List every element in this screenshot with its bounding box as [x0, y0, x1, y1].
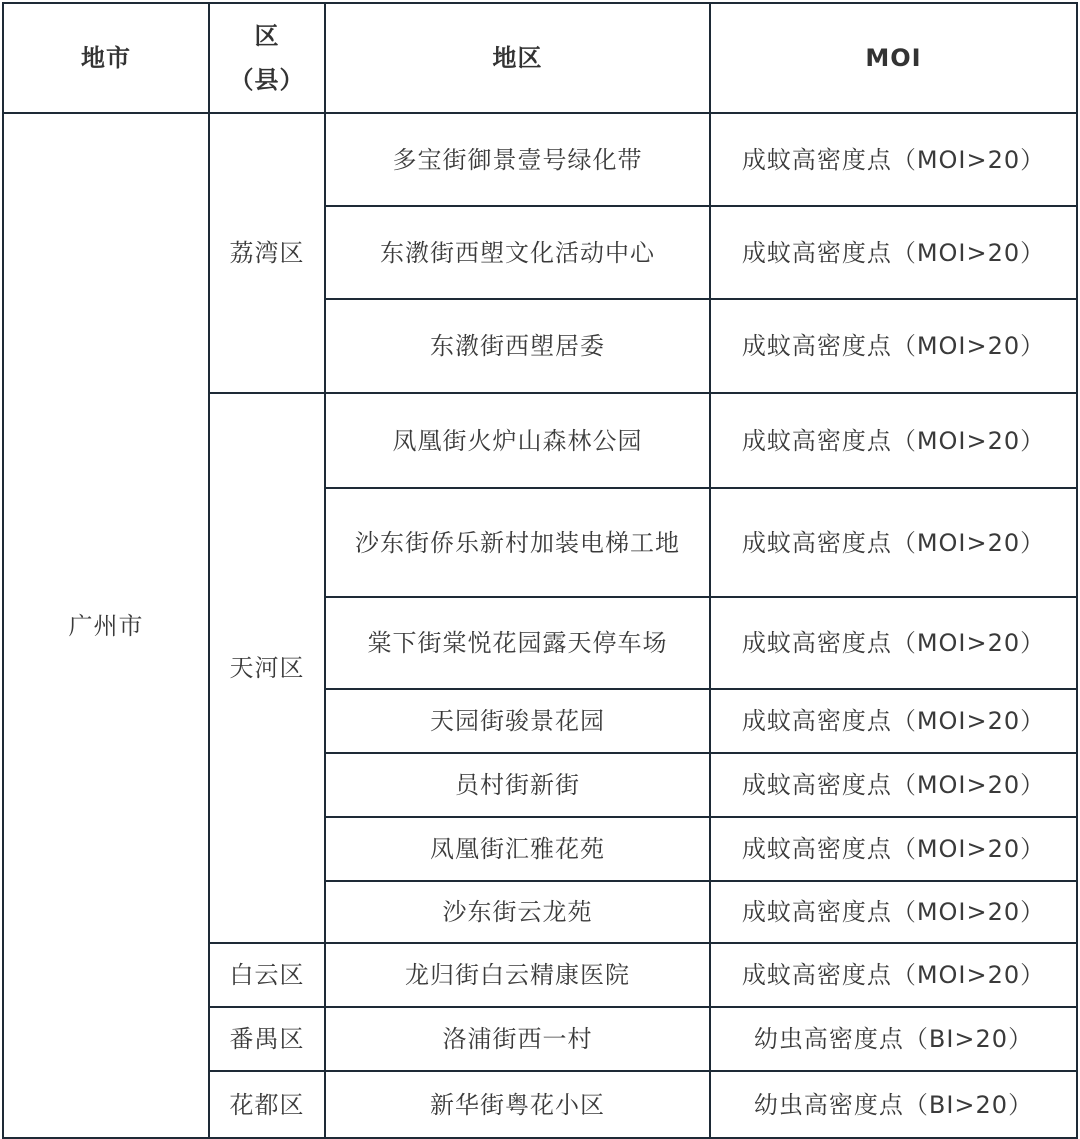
moi-cell: 成蚊高密度点（MOI>20）: [711, 207, 1078, 300]
area-cell: 棠下街棠悦花园露天停车场: [326, 598, 711, 690]
area-cell: 天园街骏景花园: [326, 690, 711, 754]
area-cell: 新华街粤花小区: [326, 1072, 711, 1139]
header-city: 地市: [2, 2, 210, 114]
moi-cell: 成蚊高密度点（MOI>20）: [711, 598, 1078, 690]
moi-cell: 成蚊高密度点（MOI>20）: [711, 882, 1078, 944]
area-cell: 多宝街御景壹号绿化带: [326, 114, 711, 207]
moi-cell: 成蚊高密度点（MOI>20）: [711, 394, 1078, 489]
moi-cell: 成蚊高密度点（MOI>20）: [711, 690, 1078, 754]
area-cell: 凤凰街火炉山森林公园: [326, 394, 711, 489]
district-panyu: 番禺区: [210, 1008, 326, 1072]
moi-cell: 成蚊高密度点（MOI>20）: [711, 944, 1078, 1008]
moi-cell: 成蚊高密度点（MOI>20）: [711, 489, 1078, 598]
area-cell: 员村街新街: [326, 754, 711, 818]
city-cell: 广州市: [2, 114, 210, 1139]
area-cell: 凤凰街汇雅花苑: [326, 818, 711, 882]
area-cell: 洛浦街西一村: [326, 1008, 711, 1072]
area-cell: 东漖街西塱居委: [326, 300, 711, 394]
moi-cell: 成蚊高密度点（MOI>20）: [711, 818, 1078, 882]
moi-cell: 成蚊高密度点（MOI>20）: [711, 300, 1078, 394]
district-baiyun: 白云区: [210, 944, 326, 1008]
moi-cell: 成蚊高密度点（MOI>20）: [711, 114, 1078, 207]
moi-cell: 幼虫高密度点（BI>20）: [711, 1008, 1078, 1072]
area-cell: 东漖街西塱文化活动中心: [326, 207, 711, 300]
district-liwan: 荔湾区: [210, 114, 326, 394]
header-moi: MOI: [711, 2, 1078, 114]
area-cell: 沙东街侨乐新村加装电梯工地: [326, 489, 711, 598]
moi-cell: 成蚊高密度点（MOI>20）: [711, 754, 1078, 818]
moi-cell: 幼虫高密度点（BI>20）: [711, 1072, 1078, 1139]
header-district-line2: （县）: [229, 66, 305, 94]
area-cell: 龙归街白云精康医院: [326, 944, 711, 1008]
header-area: 地区: [326, 2, 711, 114]
header-district-line1: 区: [254, 22, 280, 50]
district-huadu: 花都区: [210, 1072, 326, 1139]
area-cell: 沙东街云龙苑: [326, 882, 711, 944]
district-tianhe: 天河区: [210, 394, 326, 944]
header-district: [210, 2, 326, 114]
